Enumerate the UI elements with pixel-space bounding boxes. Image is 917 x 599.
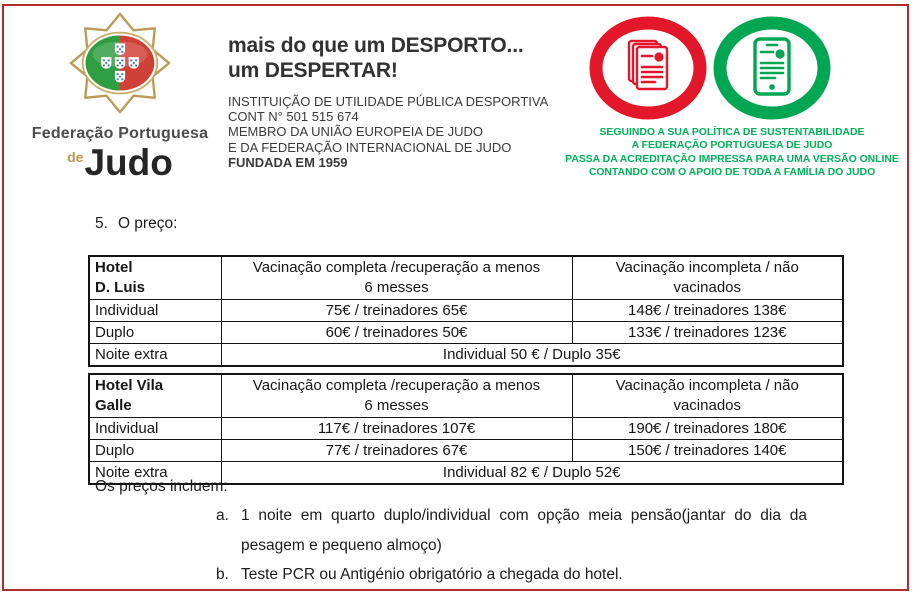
col-header-vaccinated <box>221 374 572 418</box>
federation-info <box>228 94 558 170</box>
info-line: E DA FEDERAÇÃO INTERNACIONAL DE JUDO <box>228 139 512 155</box>
federation-name: Federação Portuguesa <box>31 125 209 142</box>
col-header-line: vacinados <box>673 397 742 414</box>
info-line: CONT N° 501 515 674 <box>228 109 359 125</box>
table-row-individual <box>89 300 843 322</box>
online-accreditation-icon <box>712 16 832 125</box>
col-header-line: Vacinação incompleta / não <box>615 377 799 394</box>
row-label: Duplo <box>89 440 221 462</box>
info-line: INSTITUIÇÃO DE UTILIDADE PÚBLICA DESPORTIVA <box>228 94 549 109</box>
section-number: 5. <box>95 215 108 232</box>
founded-line: FUNDADA EM 1959 <box>228 154 348 170</box>
extra-night-price: Individual 82 € / Duplo 52€ <box>221 462 843 485</box>
federation-logo <box>25 12 215 189</box>
col-header-line: 6 messes <box>364 279 429 296</box>
col-header-line: Vacinação completa /recuperação a menos <box>252 377 541 394</box>
list-item-a-line-1: 1 noite em quarto duplo/individual com opção meia pensão(jantar do dia da <box>241 507 807 524</box>
price-complete: 60€ / treinadores 50€ <box>221 322 572 344</box>
section-heading-price <box>95 215 177 233</box>
table-row-noite-extra <box>89 344 843 367</box>
price-complete: 117€ / treinadores 107€ <box>221 418 572 440</box>
price-incomplete: 190€ / treinadores 180€ <box>572 418 843 440</box>
info-line: MEMBRO DA UNIÃO EUROPEIA DE JUDO <box>228 124 483 140</box>
tagline-line-1: mais do que um DESPORTO... <box>228 34 524 57</box>
col-header-line: Vacinação completa /recuperação a menos <box>252 259 541 276</box>
sustainability-line: CONTANDO COM O APOIO DE TODA A FAMÍLIA DO JUDO <box>588 167 876 179</box>
table-row-duplo <box>89 440 843 462</box>
price-table-hotel-vila-galle <box>88 373 844 485</box>
price-incomplete: 148€ / treinadores 138€ <box>572 300 843 322</box>
list-item-b-line-1: Teste PCR ou Antigénio obrigatório a chegada do hotel. <box>241 566 623 583</box>
hotel-name-cell <box>89 374 221 418</box>
header-text-block <box>228 33 558 170</box>
table-header-row <box>89 256 843 300</box>
extra-night-price: Individual 50 € / Duplo 35€ <box>221 344 843 367</box>
hotel-name-line: D. Luis <box>95 279 146 296</box>
sustainability-line: A FEDERAÇÃO PORTUGUESA DE JUDO <box>631 140 833 152</box>
hotel-name-line: Galle <box>95 397 132 414</box>
sustainability-line: SEGUINDO A SUA POLÍTICA DE SUSTENTABILIDADE <box>599 127 865 138</box>
price-table-hotel-d-luis <box>88 255 844 367</box>
table-row-duplo <box>89 322 843 344</box>
list-marker-b: b. <box>216 566 229 583</box>
tagline-line-2: um DESPERTAR! <box>228 59 398 82</box>
list-marker-a: a. <box>216 507 229 524</box>
wordmark-judo: Judo <box>84 142 173 183</box>
col-header-unvaccinated <box>572 374 843 418</box>
price-complete: 77€ / treinadores 67€ <box>221 440 572 462</box>
price-incomplete: 150€ / treinadores 140€ <box>572 440 843 462</box>
federation-wordmark <box>25 139 215 189</box>
list-item-a-line-2: pesagem e pequeno almoço) <box>241 537 442 554</box>
section-title: O preço: <box>117 215 178 232</box>
col-header-line: vacinados <box>673 279 742 296</box>
row-label: Individual <box>89 300 221 322</box>
printed-accreditation-icon <box>588 16 708 125</box>
row-label: Individual <box>89 418 221 440</box>
federation-crest-icon <box>61 12 179 118</box>
wordmark-de: de <box>67 149 84 165</box>
price-complete: 75€ / treinadores 65€ <box>221 300 572 322</box>
hotel-name-line: Hotel <box>95 259 133 276</box>
col-header-line: 6 messes <box>364 397 429 414</box>
table-header-row <box>89 374 843 418</box>
row-label: Noite extra <box>89 462 221 485</box>
row-label: Duplo <box>89 322 221 344</box>
includes-title: Os preços incluem: <box>95 478 228 495</box>
hotel-name-line: Hotel Vila <box>95 377 164 394</box>
sustainability-line: PASSA DA ACREDITAÇÃO IMPRESSA PARA UMA VERSÃO ONLINE <box>565 153 899 165</box>
col-header-unvaccinated <box>572 256 843 300</box>
hotel-name-cell <box>89 256 221 300</box>
col-header-line: Vacinação incompleta / não <box>615 259 799 276</box>
sustainability-note <box>552 126 912 180</box>
table-row-individual <box>89 418 843 440</box>
price-incomplete: 133€ / treinadores 123€ <box>572 322 843 344</box>
tagline <box>228 33 558 83</box>
col-header-vaccinated <box>221 256 572 300</box>
row-label: Noite extra <box>89 344 221 367</box>
